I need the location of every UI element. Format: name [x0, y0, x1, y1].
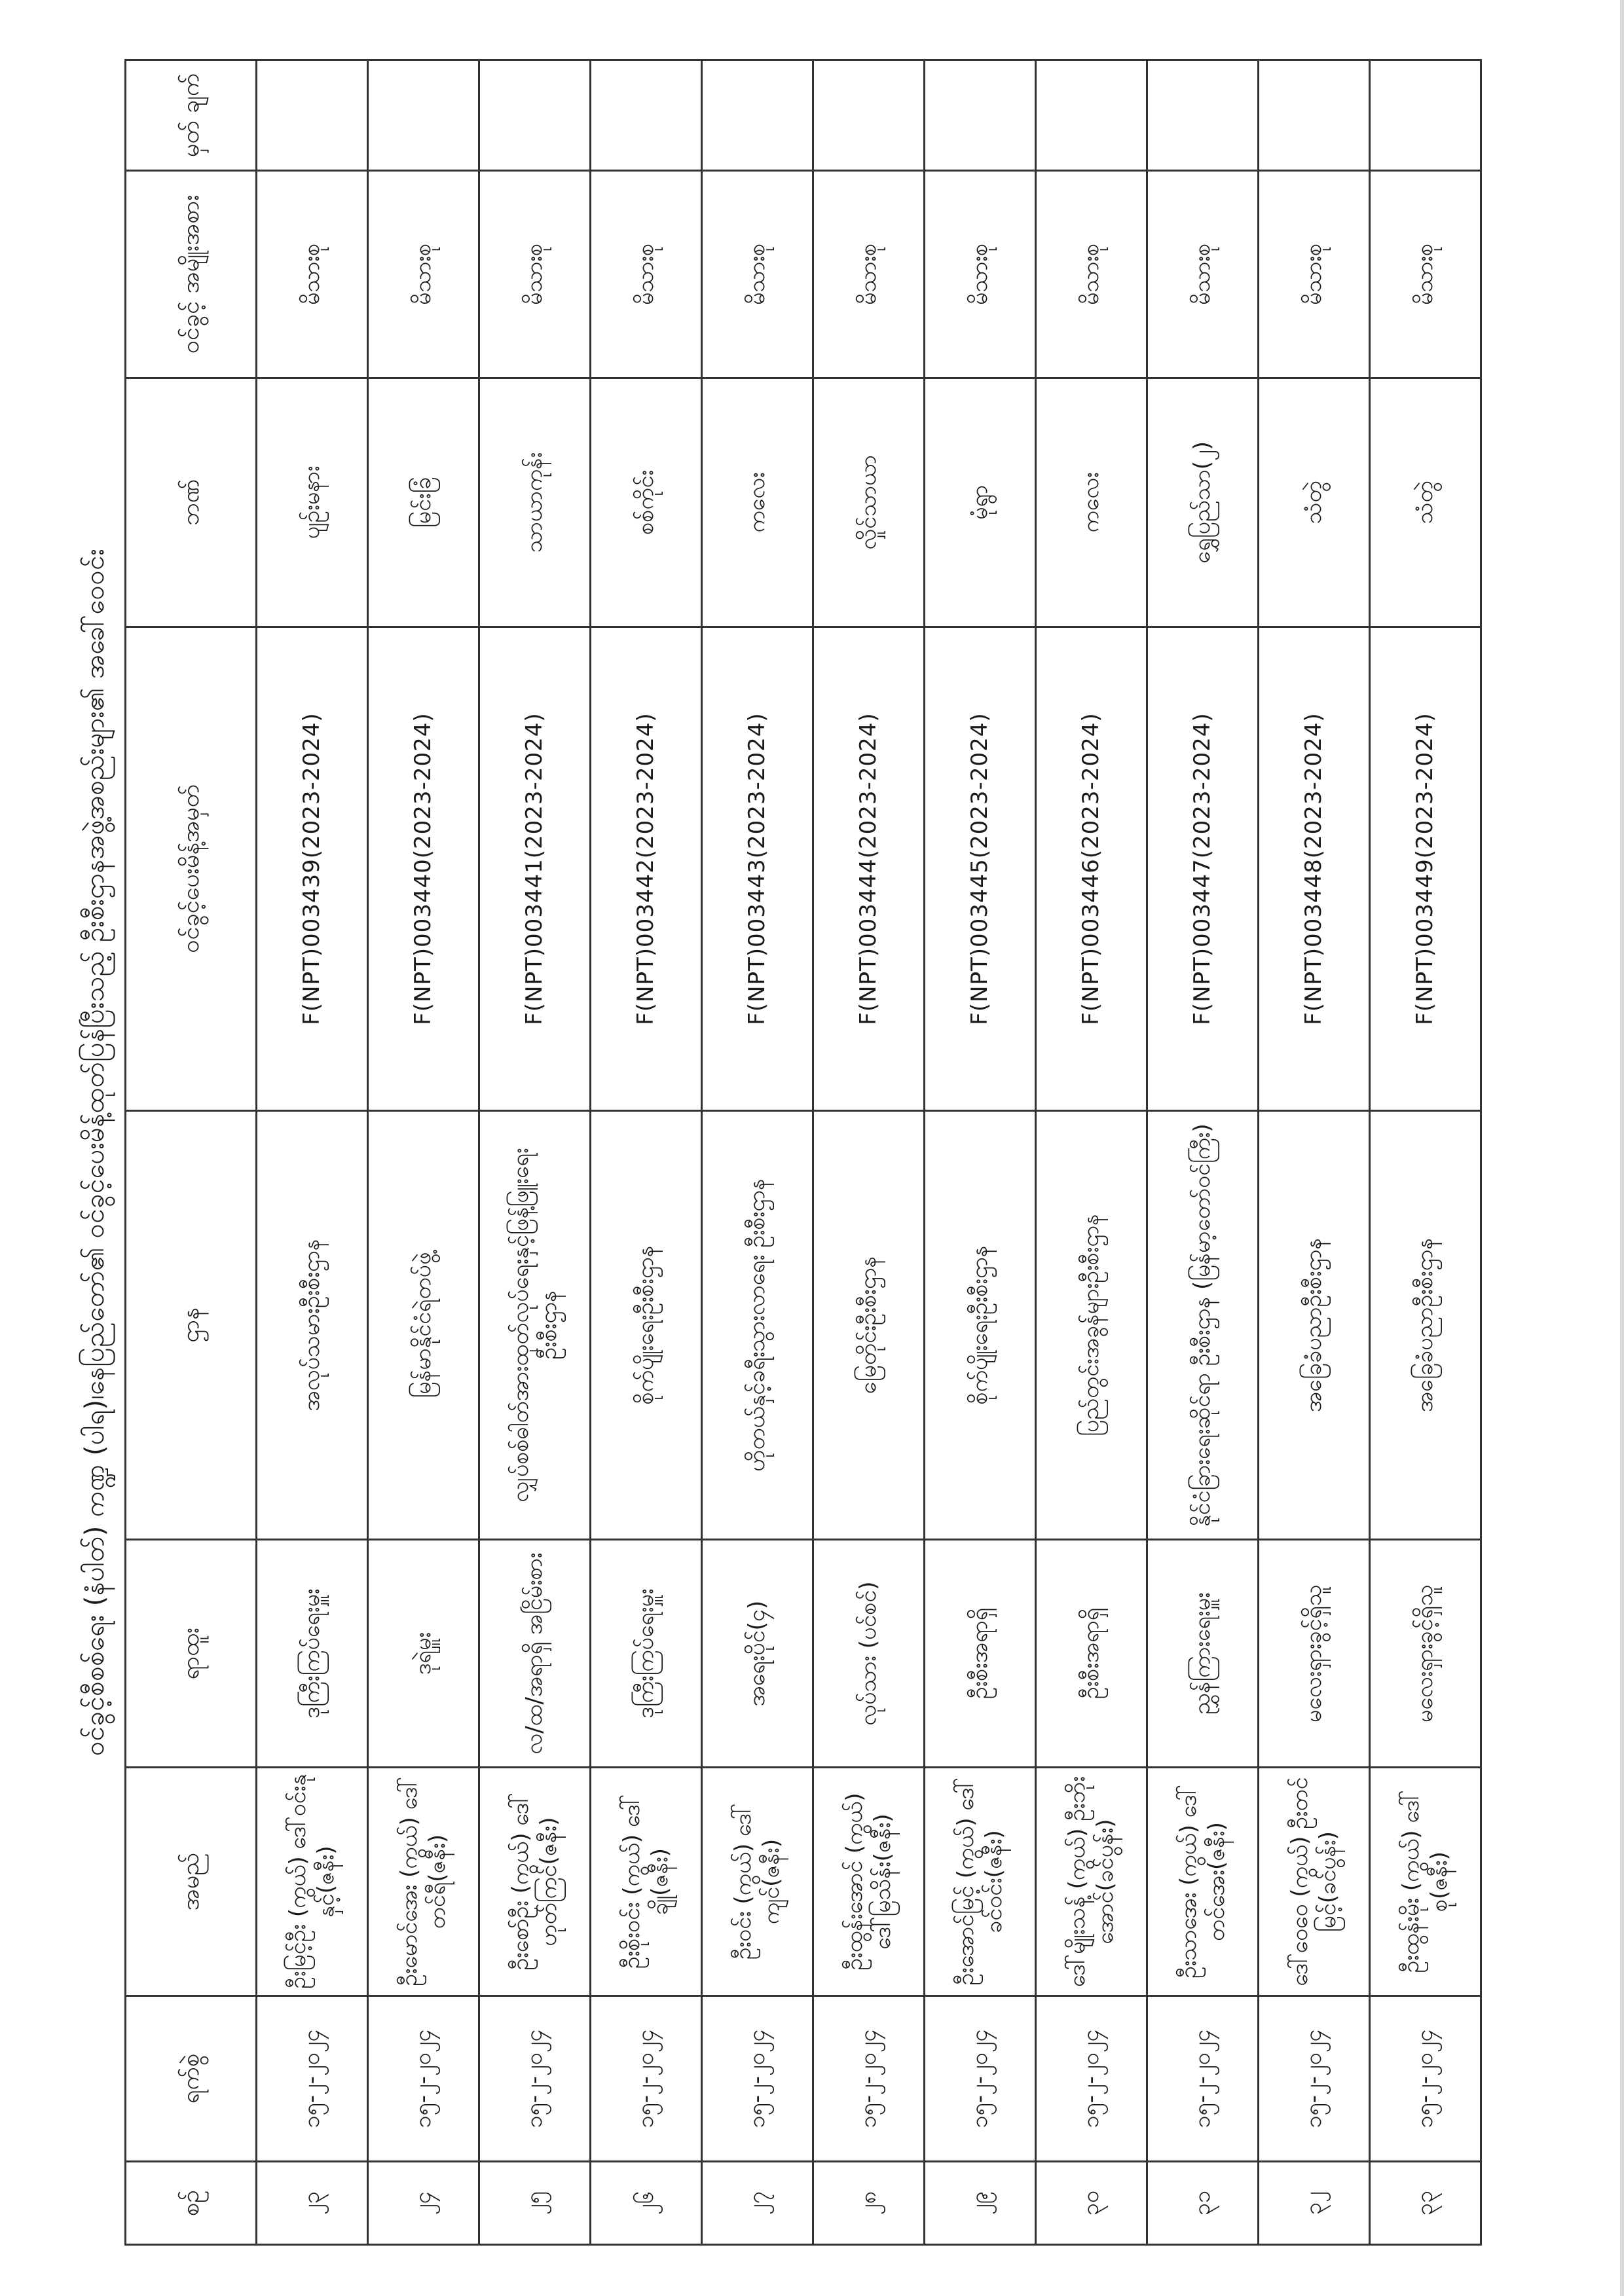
cell-date: ၁၅-၂-၂၀၂၄ [1036, 1995, 1147, 2161]
table-row [257, 60, 368, 2245]
cell-permit-id: F(NPT)003441(2023-2024) [479, 627, 591, 1110]
table-row [1147, 60, 1259, 2245]
cell-name: ဦးစိုးဝင်း (ကွယ်) ဒေါ်ချို(ဇနီး) [591, 1768, 702, 1995]
cell-department: ဟိုတယ်နှင့်ခရီးသွားလာရေး ဦးစီးဌာန [702, 1111, 813, 1540]
cell-date: ၁၅-၂-၂၀၂၄ [591, 1995, 702, 2161]
cell-position: လ/ထ/အရာရှိ အငြိမ်းစား [479, 1539, 591, 1767]
cell-department: မြန်မာနိုင်ငံရဲတပ်ဖွဲ့ [368, 1111, 479, 1540]
header-date: ရက်စွဲ [126, 1995, 257, 2161]
cell-remark [702, 60, 813, 171]
cell-department: လျှပ်စစ်ဓါတ်အားထုတ်လုပ်ရေးနှင့်ဖြန့်ဖြူးရေး ဦးစီးဌာန [479, 1111, 591, 1540]
cell-no: ၃၃ [1370, 2162, 1481, 2245]
cell-township: ပျဉ်းမနား [257, 378, 368, 627]
cell-date: ၁၅-၂-၂၀၂၄ [1259, 1995, 1370, 2161]
header-permit-type: ဝင်ခွင့် အမျိုးအစား [126, 171, 257, 378]
cell-position: ဒုရဲမှူး [368, 1539, 479, 1767]
cell-township: စစ်ကိုင်း [591, 378, 702, 627]
cell-no: ၂၇ [702, 2162, 813, 2245]
cell-name: ဦးမြင့်ဦး (ကွယ်) ဒေါ်ဝင်းနုနှင့်(ဇနီး) [257, 1768, 368, 1995]
cell-remark [1370, 60, 1481, 171]
cell-date: ၁၅-၂-၂၀၂၄ [1370, 1995, 1481, 2161]
cell-department: နိုင်ငံခြားရေးဆိုင်ရာ ဦးစီးဌာန (မြန်မာ့တော်ဝင်ကြီး) [1147, 1111, 1259, 1540]
cell-name: ဒေါ်မျိုးသန့် (ကွယ်) ဦးဘိုးအောင်(ခင်ပွန်း) [1036, 1768, 1147, 1995]
cell-department: အလုပ်သမားဦးစီးဌာန [257, 1111, 368, 1540]
cell-no: ၂၃ [257, 2162, 368, 2245]
cell-remark [479, 60, 591, 171]
cell-remark [257, 60, 368, 171]
cell-position: မလေးရှားခွင့်ရှိသူ [1370, 1539, 1481, 1767]
cell-date: ၁၅-၂-၂၀၂၄ [813, 1995, 925, 2161]
cell-date: ၁၅-၂-၂၀၂၄ [925, 1995, 1036, 2161]
cell-no: ၃၂ [1259, 2162, 1370, 2245]
rotated-table-area [26, 33, 1585, 2272]
cell-permit-id: F(NPT)003446(2023-2024) [1036, 627, 1147, 1110]
cell-permit-id: F(NPT)003443(2023-2024) [702, 627, 813, 1110]
cell-position: ဒုကြီးကြပ်ရေးမှူး [591, 1539, 702, 1767]
cell-position: မလေးရှားခွင့်ရှိသူ [1259, 1539, 1370, 1767]
permit-table [124, 59, 1482, 2246]
header-name: အမည် [126, 1768, 257, 1995]
cell-permit-id: F(NPT)003445(2023-2024) [925, 627, 1036, 1110]
table-row [591, 60, 702, 2245]
cell-permit-id: F(NPT)003444(2023-2024) [813, 627, 925, 1110]
header-no: စဉ် [126, 2162, 257, 2245]
cell-permit-id: F(NPT)003449(2023-2024) [1370, 627, 1481, 1110]
table-row [1259, 60, 1370, 2245]
cell-no: ၂၆ [591, 2162, 702, 2245]
cell-remark [1147, 60, 1259, 171]
table-row [813, 60, 925, 2245]
cell-name: ဦးဝင်း (ကွယ်) ဒေါ်ကျင်(ဇနီး) [702, 1768, 813, 1995]
cell-name: ဦးအောင်မြင့် (ကွယ်) ဒေါ်ခင်ဝင်း(ဇနီး) [925, 1768, 1036, 1995]
cell-date: ၁၅-၂-၂၀၂၄ [479, 1995, 591, 2161]
cell-permit-id: F(NPT)003447(2023-2024) [1147, 627, 1259, 1110]
cell-township: လှိုင်သာယာ [813, 378, 925, 627]
cell-permit-type: မိသားစု [1370, 171, 1481, 378]
cell-no: ၃၀ [1036, 2162, 1147, 2245]
cell-permit-type: မိသားစု [479, 171, 591, 378]
cell-remark [368, 60, 479, 171]
cell-name: ဒေါ်ဝေဝေ (ကွယ်) ဦးတင်မြင့်(ခင်ပွန်း) [1259, 1768, 1370, 1995]
cell-permit-type: မိသားစု [1147, 171, 1259, 378]
cell-township: သာယာကုန်း [479, 378, 591, 627]
table-body [257, 60, 1481, 2245]
cell-no: ၂၉ [925, 2162, 1036, 2245]
cell-permit-type: မိသားစု [702, 171, 813, 378]
cell-department: ပြည်တွင်းအခွန်များဦးစီးဌာန [1036, 1111, 1147, 1540]
cell-department: မြေတိုင်းဦးစီးဌာန [813, 1111, 925, 1540]
table-row [1370, 60, 1481, 2245]
cell-department: အခြေခံပညာဦးစီးဌာန [1370, 1111, 1481, 1540]
header-remark: မှတ် ချက် [126, 60, 257, 171]
table-row [479, 60, 591, 2245]
cell-permit-id: F(NPT)003439(2023-2024) [257, 627, 368, 1110]
cell-township: ရွှေပြည်သာ(၂) [1147, 378, 1259, 627]
cell-remark [813, 60, 925, 171]
cell-name: ဦးထွန်းမိုး (ကွယ်) ဒေါ်စု(ဇနီး) [1370, 1768, 1481, 1995]
cell-position: ဦးစီးအရာရှိ [1036, 1539, 1147, 1767]
cell-remark [1036, 60, 1147, 171]
table-row [368, 60, 479, 2245]
cell-permit-type: မိသားစု [591, 171, 702, 378]
cell-permit-type: မိသားစု [813, 171, 925, 378]
cell-township: သံတွဲ [1370, 378, 1481, 627]
cell-no: ၂၄ [368, 2162, 479, 2245]
table-header-row [126, 60, 257, 2245]
cell-date: ၁၅-၂-၂၀၂၄ [368, 1995, 479, 2161]
header-department: ဌာန [126, 1111, 257, 1540]
cell-date: ၁၅-၂-၂၀၂၄ [702, 1995, 813, 2161]
cell-permit-type: မိသားစု [1036, 171, 1147, 378]
table-row [1036, 60, 1147, 2245]
cell-name: ဦးမောင်အေး (ကွယ်) ဒေါ်တင်ရီ(ဇနီး) [368, 1768, 479, 1995]
header-permit-id: ဝင်ခွင့်ပေးမိန့်အမှတ် [126, 627, 257, 1110]
cell-position: ဒုကြီးကြပ်ရေးမှူး [257, 1539, 368, 1767]
cell-township: မုံရွာ [925, 378, 1036, 627]
cell-position: လုပ်သား (ပင်စင်) [813, 1539, 925, 1767]
cell-township: သံတွဲ [1259, 378, 1370, 627]
header-township: ဘဏ် [126, 378, 257, 627]
cell-name: ဦးသာအေး (ကွယ်) ဒေါ်တင်အေး(ဇနီး) [1147, 1768, 1259, 1995]
cell-position: ညွှန်ကြားရေးမှူး [1147, 1539, 1259, 1767]
page-title: ဝင်ခွင့်စီစစ်ရေး (နံပါတ်) ကဏ္ဍ (ပါရ)၊နေပြည်တော်၏ ဝင်ခွင့်ပေးမိန့်ထုတ်ပြန်ပြီးသည့် ဦးစီးဌာနအဖွဲ့အစည်းများ၏ အခေါ်ဝေဝင်း [80, 548, 110, 1757]
cell-name: ဦးစော်ဦး (ကွယ်) ဒေါ်ဟုတ်ကြင်(ဇနီး) [479, 1768, 591, 1995]
table-row [925, 60, 1036, 2245]
cell-name: ဦးထွန်းအောင် (ကွယ်) ဒေါ်မြသိန်း(ဇနီး) [813, 1768, 925, 1995]
cell-permit-type: မိသားစု [257, 171, 368, 378]
cell-department: အခြေခံပညာဦးစီးဌာန [1259, 1111, 1370, 1540]
cell-permit-type: မိသားစု [925, 171, 1036, 378]
cell-position: အရေးပိုင်(၄) [702, 1539, 813, 1767]
cell-department: စိုက်ပျိုးရေးဦးစီးဌာန [591, 1111, 702, 1540]
header-position: ရာထူး [126, 1539, 257, 1767]
cell-permit-id: F(NPT)003448(2023-2024) [1259, 627, 1370, 1110]
cell-department: စိုက်ပျိုးရေးဦးစီးဌာန [925, 1111, 1036, 1540]
cell-remark [1259, 60, 1370, 171]
table-row [702, 60, 813, 2245]
cell-remark [925, 60, 1036, 171]
cell-permit-id: F(NPT)003442(2023-2024) [591, 627, 702, 1110]
cell-date: ၁၅-၂-၂၀၂၄ [1147, 1995, 1259, 2161]
cell-permit-type: မိသားစု [368, 171, 479, 378]
cell-date: ၁၅-၂-၂၀၂၄ [257, 1995, 368, 2161]
cell-permit-id: F(NPT)003440(2023-2024) [368, 627, 479, 1110]
cell-no: ၂၈ [813, 2162, 925, 2245]
cell-position: ဦးစီးအရာရှိ [925, 1539, 1036, 1767]
cell-no: ၃၁ [1147, 2162, 1259, 2245]
cell-no: ၂၅ [479, 2162, 591, 2245]
cell-township: ကလေး [1036, 378, 1147, 627]
cell-township: မြင်းခြံ [368, 378, 479, 627]
scan-edge-shadow [1620, 0, 1624, 2296]
cell-township: ကလေး [702, 378, 813, 627]
cell-remark [591, 60, 702, 171]
cell-permit-type: မိသားစု [1259, 171, 1370, 378]
